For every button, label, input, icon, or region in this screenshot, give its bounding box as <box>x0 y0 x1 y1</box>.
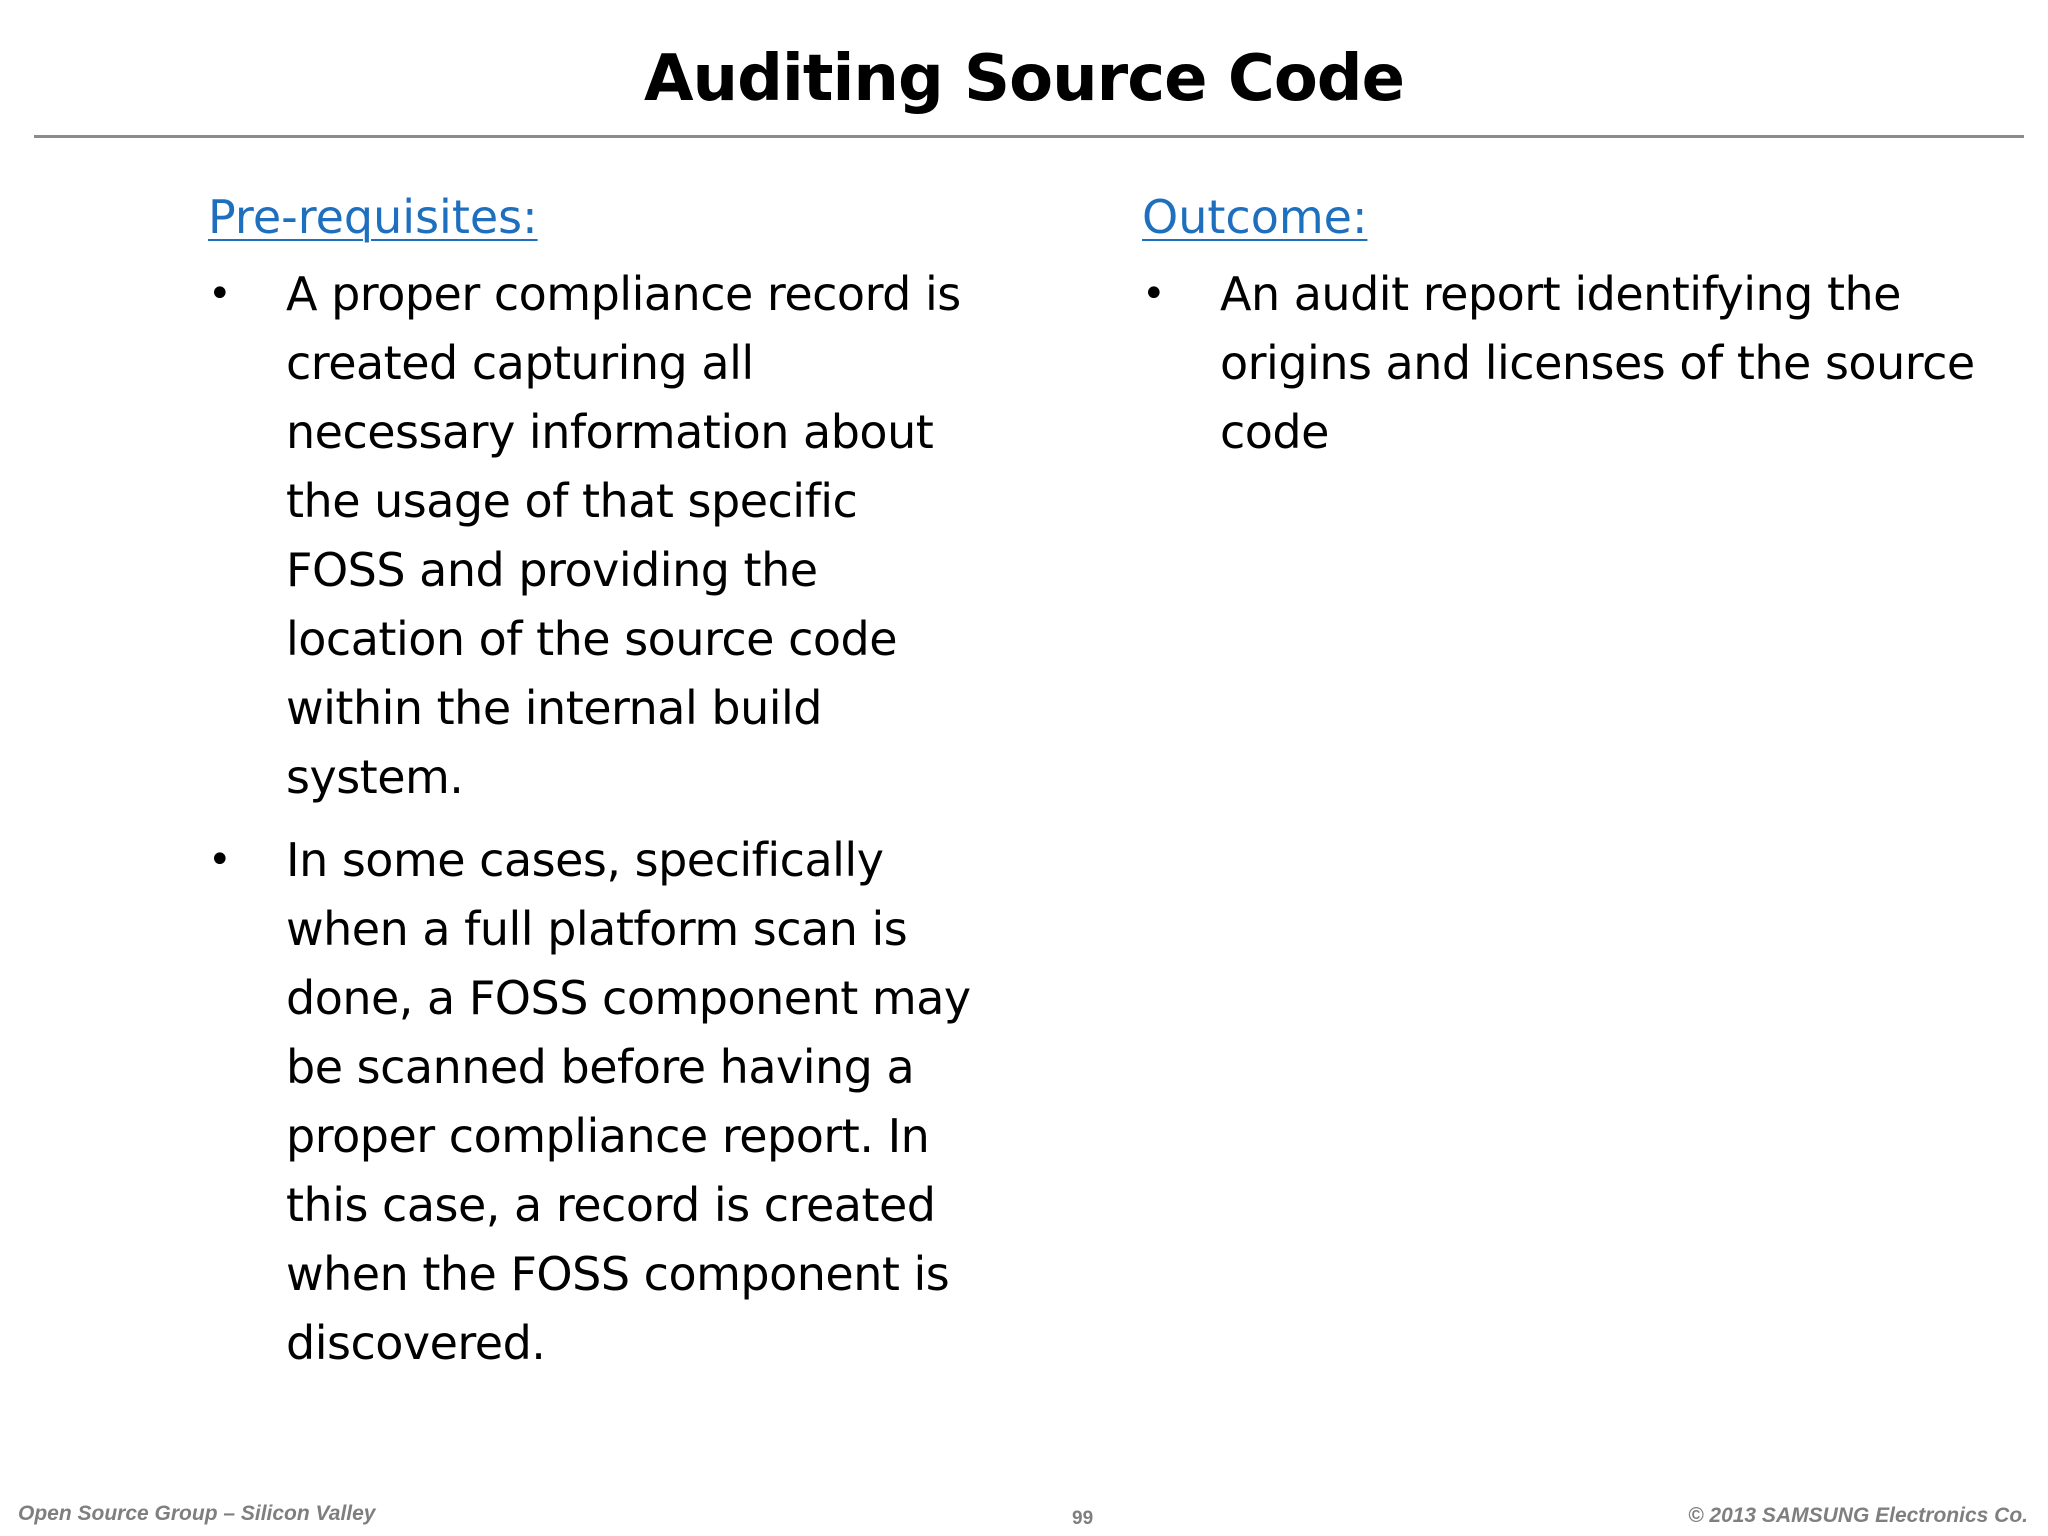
outcome-heading[interactable]: Outcome: <box>1142 190 1368 244</box>
bullet-icon: • <box>208 837 232 883</box>
list-item <box>208 826 988 1378</box>
slide-title: Auditing Source Code <box>644 42 1404 116</box>
outcome-list <box>1142 260 1982 467</box>
list-item-text: In some cases, specifically when a full platform scan is done, a FOSS component may be scanned before having a proper compliance report. In this case, a record is created when the FOSS component is discovered. <box>286 833 971 1370</box>
prerequisites-list <box>208 260 988 1378</box>
page-number: 99 <box>1072 1508 1094 1529</box>
list-item-text: An audit report identifying the origins and licenses of the source code <box>1220 267 1975 459</box>
prerequisites-column <box>208 182 988 1392</box>
prerequisites-heading[interactable]: Pre-requisites: <box>208 190 538 244</box>
outcome-column <box>1142 182 1982 481</box>
list-item-text: A proper compliance record is created capturing all necessary information about the usage of that specific FOSS and providing the location of the source code within the internal build system. <box>286 267 961 804</box>
title-divider <box>34 135 2024 138</box>
list-item <box>208 260 988 812</box>
footer-group-label: Open Source Group – Silicon Valley <box>18 1502 376 1525</box>
bullet-icon: • <box>1142 271 1166 317</box>
bullet-icon: • <box>208 271 232 317</box>
footer-copyright: © 2013 SAMSUNG Electronics Co. <box>1688 1504 2028 1527</box>
list-item <box>1142 260 1982 467</box>
